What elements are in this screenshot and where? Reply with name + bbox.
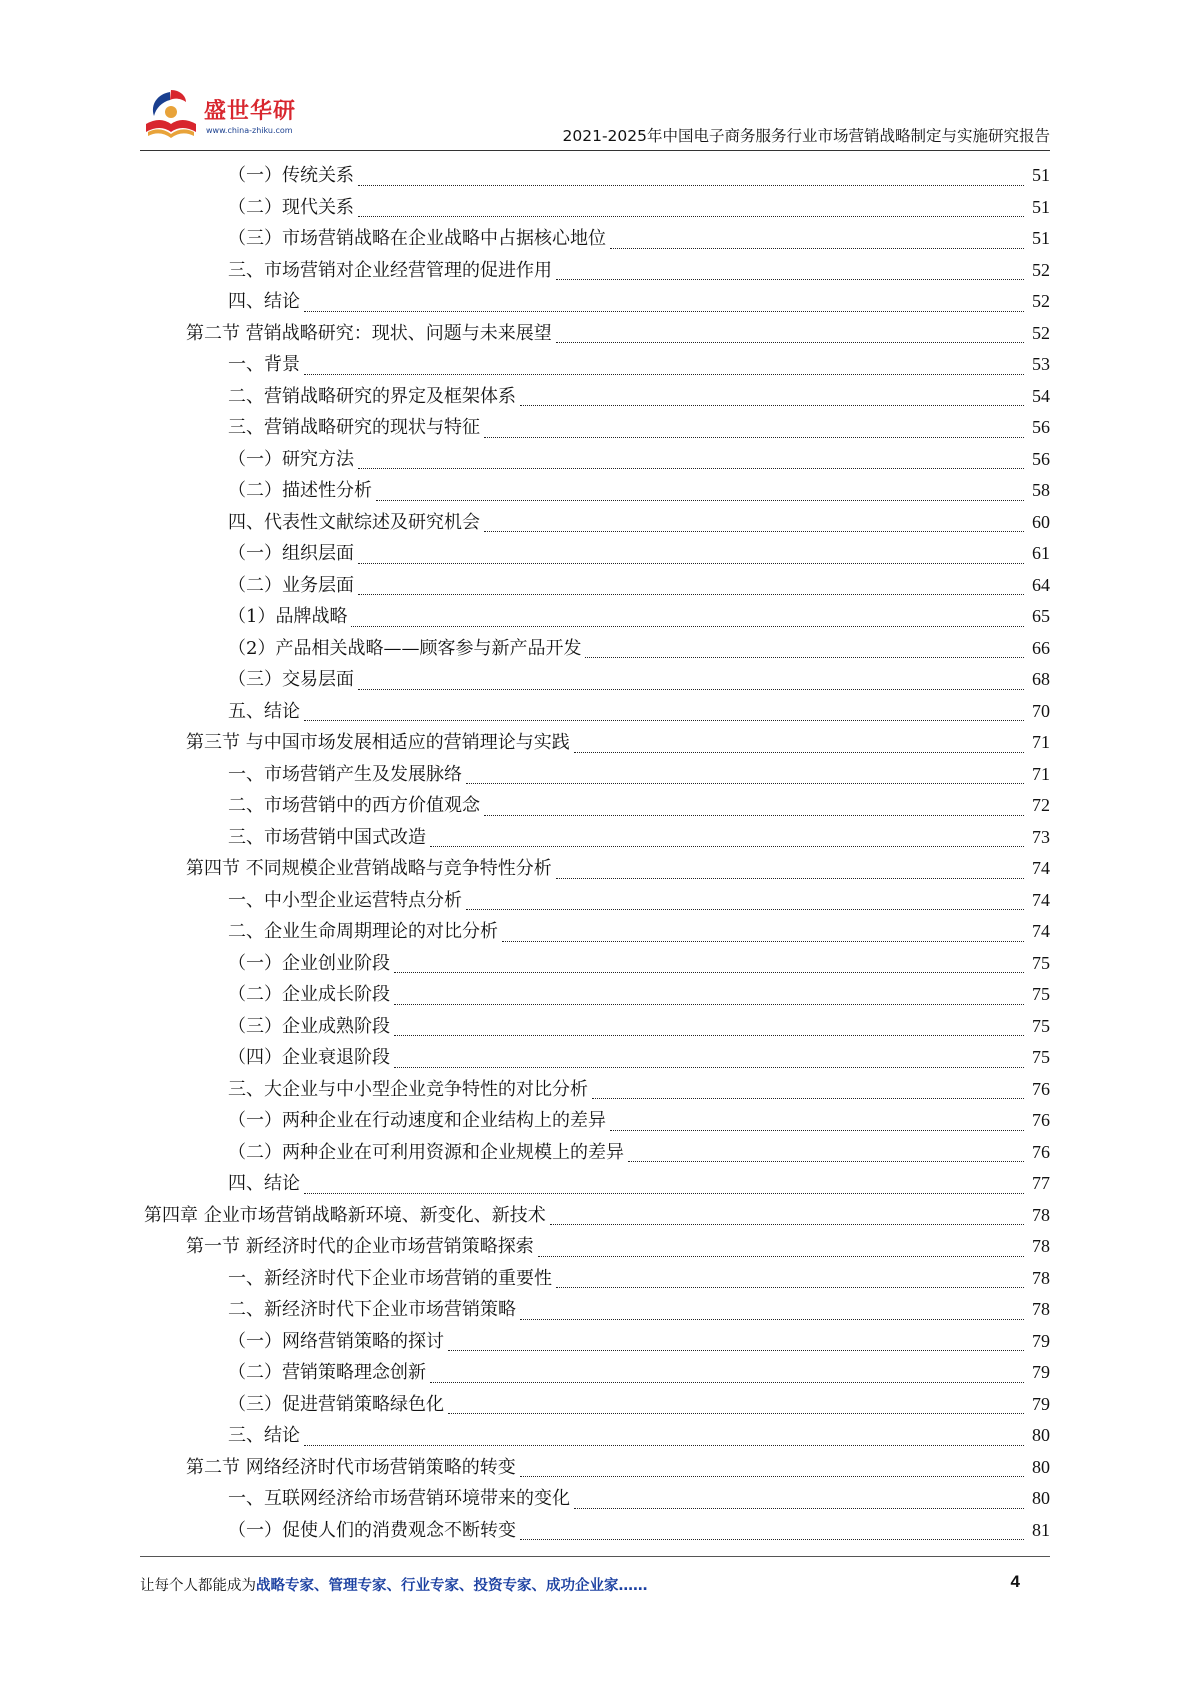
toc-dot-leader bbox=[358, 688, 1024, 690]
toc-entry[interactable] bbox=[140, 696, 1050, 728]
toc-dot-leader bbox=[466, 908, 1024, 910]
toc-entry-page: 79 bbox=[1032, 1393, 1050, 1414]
toc-entry-page: 75 bbox=[1032, 1047, 1050, 1067]
toc-entry[interactable] bbox=[140, 475, 1050, 507]
toc-entry-title: （一）组织层面 bbox=[228, 543, 354, 564]
toc-dot-leader bbox=[358, 562, 1024, 564]
toc-entry[interactable] bbox=[140, 349, 1050, 381]
toc-entry-page: 56 bbox=[1032, 448, 1050, 469]
toc-entry-page: 72 bbox=[1032, 795, 1050, 815]
toc-dot-leader bbox=[394, 1003, 1024, 1005]
toc-entry-page: 75 bbox=[1032, 1015, 1050, 1036]
toc-entry[interactable] bbox=[140, 412, 1050, 444]
toc-entry-page: 51 bbox=[1032, 228, 1050, 248]
toc-entry-page: 58 bbox=[1032, 480, 1050, 500]
toc-dot-leader bbox=[556, 278, 1024, 280]
toc-entry[interactable] bbox=[140, 1074, 1050, 1106]
toc-entry[interactable] bbox=[140, 1452, 1050, 1484]
toc-entry-page: 78 bbox=[1032, 1236, 1050, 1256]
toc-entry[interactable] bbox=[140, 822, 1050, 854]
toc-dot-leader bbox=[304, 1444, 1024, 1446]
toc-dot-leader bbox=[358, 467, 1024, 469]
toc-entry[interactable] bbox=[140, 1420, 1050, 1452]
toc-entry-page: 80 bbox=[1032, 1425, 1050, 1445]
toc-entry[interactable] bbox=[140, 727, 1050, 759]
toc-entry[interactable] bbox=[140, 538, 1050, 570]
toc-dot-leader bbox=[304, 373, 1024, 375]
toc-dot-leader bbox=[574, 1507, 1024, 1509]
toc-entry-title: （2）产品相关战略——顾客参与新产品开发 bbox=[228, 637, 582, 659]
toc-entry-title: （一）网络营销策略的探讨 bbox=[228, 1330, 444, 1352]
toc-dot-leader bbox=[358, 184, 1024, 186]
toc-entry[interactable] bbox=[140, 853, 1050, 885]
slogan-highlight: 战略专家、管理专家、行业专家、投资专家、成功企业家…… bbox=[256, 1578, 648, 1594]
toc-entry-title: （一）两种企业在行动速度和企业结构上的差异 bbox=[228, 1110, 606, 1131]
logo-book-icon bbox=[140, 86, 202, 146]
toc-entry-page: 73 bbox=[1032, 826, 1050, 847]
toc-entry-title: 三、市场营销对企业经营管理的促进作用 bbox=[228, 259, 552, 281]
toc-entry-title: （一）传统关系 bbox=[228, 165, 354, 186]
toc-dot-leader bbox=[304, 310, 1024, 312]
toc-entry-page: 64 bbox=[1032, 574, 1050, 595]
toc-dot-leader bbox=[394, 1066, 1024, 1068]
toc-dot-leader bbox=[466, 782, 1024, 784]
toc-entry-title: 二、企业生命周期理论的对比分析 bbox=[228, 921, 498, 942]
toc-dot-leader bbox=[550, 1223, 1024, 1225]
toc-entry-title: （三）交易层面 bbox=[228, 669, 354, 690]
toc-entry-page: 76 bbox=[1032, 1078, 1050, 1099]
table-of-contents bbox=[140, 160, 1050, 1546]
toc-entry[interactable] bbox=[140, 192, 1050, 224]
toc-entry[interactable] bbox=[140, 223, 1050, 255]
company-logo bbox=[140, 86, 310, 146]
toc-entry-title: 一、市场营销产生及发展脉络 bbox=[228, 763, 462, 785]
logo-url: www.china-zhiku.com bbox=[206, 126, 293, 135]
toc-entry[interactable] bbox=[140, 255, 1050, 287]
toc-entry-page: 71 bbox=[1032, 763, 1050, 784]
toc-entry-page: 78 bbox=[1032, 1204, 1050, 1225]
toc-dot-leader bbox=[592, 1097, 1024, 1099]
toc-entry[interactable] bbox=[140, 664, 1050, 696]
toc-entry-page: 65 bbox=[1032, 606, 1050, 626]
toc-entry-title: （二）营销策略理念创新 bbox=[228, 1362, 426, 1383]
page-footer bbox=[140, 1556, 1050, 1606]
toc-dot-leader bbox=[610, 1129, 1024, 1131]
toc-dot-leader bbox=[520, 1318, 1024, 1320]
toc-entry-page: 75 bbox=[1032, 952, 1050, 973]
toc-dot-leader bbox=[610, 247, 1024, 249]
toc-dot-leader bbox=[484, 814, 1024, 816]
toc-entry-page: 81 bbox=[1032, 1519, 1050, 1540]
page-number: 4 bbox=[1010, 1572, 1020, 1591]
toc-dot-leader bbox=[628, 1160, 1024, 1162]
toc-entry-title: 第一节 新经济时代的企业市场营销策略探索 bbox=[186, 1236, 534, 1257]
toc-entry-page: 74 bbox=[1032, 921, 1050, 941]
toc-entry-title: （二）描述性分析 bbox=[228, 480, 372, 501]
toc-entry-title: 第三节 与中国市场发展相适应的营销理论与实践 bbox=[186, 732, 570, 753]
toc-entry-page: 80 bbox=[1032, 1488, 1050, 1508]
toc-entry-title: 四、结论 bbox=[228, 1173, 300, 1194]
toc-entry-title: （四）企业衰退阶段 bbox=[228, 1047, 390, 1068]
toc-entry[interactable] bbox=[140, 1231, 1050, 1263]
toc-entry[interactable] bbox=[140, 160, 1050, 192]
toc-dot-leader bbox=[520, 1475, 1024, 1477]
toc-dot-leader bbox=[556, 877, 1024, 879]
toc-entry-page: 51 bbox=[1032, 196, 1050, 217]
slogan-prefix: 让每个人都能成为 bbox=[140, 1578, 256, 1594]
toc-dot-leader bbox=[394, 1034, 1024, 1036]
toc-entry[interactable] bbox=[140, 507, 1050, 539]
toc-entry[interactable] bbox=[140, 1137, 1050, 1169]
toc-entry[interactable] bbox=[140, 1515, 1050, 1547]
toc-dot-leader bbox=[304, 1192, 1024, 1194]
toc-entry-title: （一）研究方法 bbox=[228, 448, 354, 470]
toc-dot-leader bbox=[304, 719, 1024, 721]
toc-entry-title: 三、结论 bbox=[228, 1425, 300, 1446]
toc-dot-leader bbox=[376, 499, 1024, 501]
toc-entry-page: 51 bbox=[1032, 165, 1050, 185]
toc-entry-page: 60 bbox=[1032, 511, 1050, 532]
toc-entry-page: 52 bbox=[1032, 259, 1050, 280]
toc-entry-page: 75 bbox=[1032, 984, 1050, 1004]
logo-text: 盛世华研 bbox=[204, 99, 297, 124]
toc-entry[interactable] bbox=[140, 1263, 1050, 1295]
toc-entry-title: 四、结论 bbox=[228, 291, 300, 312]
toc-entry-title: 五、结论 bbox=[228, 700, 300, 722]
toc-entry[interactable] bbox=[140, 570, 1050, 602]
toc-entry-title: 一、互联网经济给市场营销环境带来的变化 bbox=[228, 1488, 570, 1509]
toc-entry[interactable] bbox=[140, 601, 1050, 633]
toc-entry-page: 78 bbox=[1032, 1267, 1050, 1288]
toc-dot-leader bbox=[556, 341, 1024, 343]
toc-entry-page: 76 bbox=[1032, 1110, 1050, 1130]
toc-dot-leader bbox=[394, 971, 1024, 973]
toc-dot-leader bbox=[574, 751, 1024, 753]
toc-entry[interactable] bbox=[140, 1294, 1050, 1326]
toc-entry-page: 80 bbox=[1032, 1456, 1050, 1477]
toc-dot-leader bbox=[484, 530, 1024, 532]
toc-entry-title: 第二节 网络经济时代市场营销策略的转变 bbox=[186, 1456, 516, 1478]
toc-entry[interactable] bbox=[140, 885, 1050, 917]
toc-entry-title: （二）现代关系 bbox=[228, 196, 354, 218]
toc-entry-title: （1）品牌战略 bbox=[228, 606, 348, 627]
toc-entry-title: 一、新经济时代下企业市场营销的重要性 bbox=[228, 1267, 552, 1289]
toc-entry[interactable] bbox=[140, 318, 1050, 350]
toc-entry[interactable] bbox=[140, 1326, 1050, 1358]
toc-entry[interactable] bbox=[140, 444, 1050, 476]
toc-entry[interactable] bbox=[140, 1105, 1050, 1137]
toc-entry[interactable] bbox=[140, 1168, 1050, 1200]
toc-dot-leader bbox=[484, 436, 1024, 438]
toc-entry-title: 三、大企业与中小型企业竞争特性的对比分析 bbox=[228, 1078, 588, 1100]
report-title: 2021-2025年中国电子商务服务行业市场营销战略制定与实施研究报告 bbox=[562, 127, 1050, 145]
toc-entry-page: 52 bbox=[1032, 322, 1050, 343]
toc-entry-title: 四、代表性文献综述及研究机会 bbox=[228, 511, 480, 533]
toc-entry[interactable] bbox=[140, 286, 1050, 318]
toc-entry-title: 三、营销战略研究的现状与特征 bbox=[228, 417, 480, 438]
toc-entry-page: 70 bbox=[1032, 700, 1050, 721]
toc-entry-title: 一、背景 bbox=[228, 354, 300, 375]
toc-dot-leader bbox=[556, 1286, 1024, 1288]
toc-entry-title: （三）促进营销策略绿色化 bbox=[228, 1393, 444, 1415]
toc-entry[interactable] bbox=[140, 759, 1050, 791]
toc-entry-page: 77 bbox=[1032, 1173, 1050, 1193]
toc-dot-leader bbox=[430, 1381, 1024, 1383]
toc-entry[interactable] bbox=[140, 633, 1050, 665]
toc-dot-leader bbox=[351, 625, 1024, 627]
toc-entry-title: 三、市场营销中国式改造 bbox=[228, 826, 426, 848]
toc-entry-title: （三）企业成熟阶段 bbox=[228, 1015, 390, 1037]
toc-entry[interactable] bbox=[140, 381, 1050, 413]
toc-dot-leader bbox=[430, 845, 1024, 847]
toc-entry-page: 79 bbox=[1032, 1330, 1050, 1351]
toc-entry-title: 二、营销战略研究的界定及框架体系 bbox=[228, 385, 516, 407]
toc-entry-title: （二）两种企业在可利用资源和企业规模上的差异 bbox=[228, 1141, 624, 1163]
toc-entry-title: 第四章 企业市场营销战略新环境、新变化、新技术 bbox=[144, 1204, 546, 1226]
toc-dot-leader bbox=[520, 404, 1024, 406]
toc-entry-title: 二、新经济时代下企业市场营销策略 bbox=[228, 1299, 516, 1320]
toc-entry[interactable] bbox=[140, 916, 1050, 948]
toc-entry-title: 第四节 不同规模企业营销战略与竞争特性分析 bbox=[186, 858, 552, 879]
toc-entry[interactable] bbox=[140, 1042, 1050, 1074]
toc-entry[interactable] bbox=[140, 1483, 1050, 1515]
toc-entry[interactable] bbox=[140, 1389, 1050, 1421]
toc-entry-page: 54 bbox=[1032, 385, 1050, 406]
toc-entry-title: 第二节 营销战略研究：现状、问题与未来展望 bbox=[186, 322, 552, 344]
toc-dot-leader bbox=[585, 656, 1024, 658]
toc-entry-title: （二）企业成长阶段 bbox=[228, 984, 390, 1005]
toc-entry-page: 79 bbox=[1032, 1362, 1050, 1382]
toc-entry[interactable] bbox=[140, 948, 1050, 980]
toc-dot-leader bbox=[538, 1255, 1024, 1257]
header-divider bbox=[140, 150, 1050, 151]
footer-divider bbox=[140, 1556, 1050, 1557]
toc-entry-page: 56 bbox=[1032, 417, 1050, 437]
toc-dot-leader bbox=[448, 1349, 1024, 1351]
page-header bbox=[140, 80, 1050, 152]
toc-entry-page: 76 bbox=[1032, 1141, 1050, 1162]
toc-dot-leader bbox=[502, 940, 1024, 942]
toc-entry-page: 61 bbox=[1032, 543, 1050, 563]
toc-entry-page: 74 bbox=[1032, 858, 1050, 878]
toc-entry[interactable] bbox=[140, 1357, 1050, 1389]
toc-dot-leader bbox=[358, 593, 1024, 595]
toc-entry-page: 71 bbox=[1032, 732, 1050, 752]
toc-entry-page: 68 bbox=[1032, 669, 1050, 689]
toc-entry-page: 52 bbox=[1032, 291, 1050, 311]
toc-entry-title: （一）企业创业阶段 bbox=[228, 952, 390, 974]
toc-entry-title: （三）市场营销战略在企业战略中占据核心地位 bbox=[228, 228, 606, 249]
toc-entry-page: 74 bbox=[1032, 889, 1050, 910]
toc-entry[interactable] bbox=[140, 979, 1050, 1011]
toc-entry[interactable] bbox=[140, 1200, 1050, 1232]
toc-dot-leader bbox=[520, 1538, 1024, 1540]
toc-dot-leader bbox=[358, 215, 1024, 217]
toc-entry-title: 二、市场营销中的西方价值观念 bbox=[228, 795, 480, 816]
toc-entry[interactable] bbox=[140, 1011, 1050, 1043]
toc-entry-page: 78 bbox=[1032, 1299, 1050, 1319]
toc-entry-title: （二）业务层面 bbox=[228, 574, 354, 596]
toc-entry-title: （一）促使人们的消费观念不断转变 bbox=[228, 1519, 516, 1541]
toc-entry-title: 一、中小型企业运营特点分析 bbox=[228, 889, 462, 911]
toc-entry[interactable] bbox=[140, 790, 1050, 822]
toc-entry-page: 53 bbox=[1032, 354, 1050, 374]
toc-dot-leader bbox=[448, 1412, 1024, 1414]
toc-entry-page: 66 bbox=[1032, 637, 1050, 658]
footer-slogan bbox=[140, 1574, 648, 1595]
